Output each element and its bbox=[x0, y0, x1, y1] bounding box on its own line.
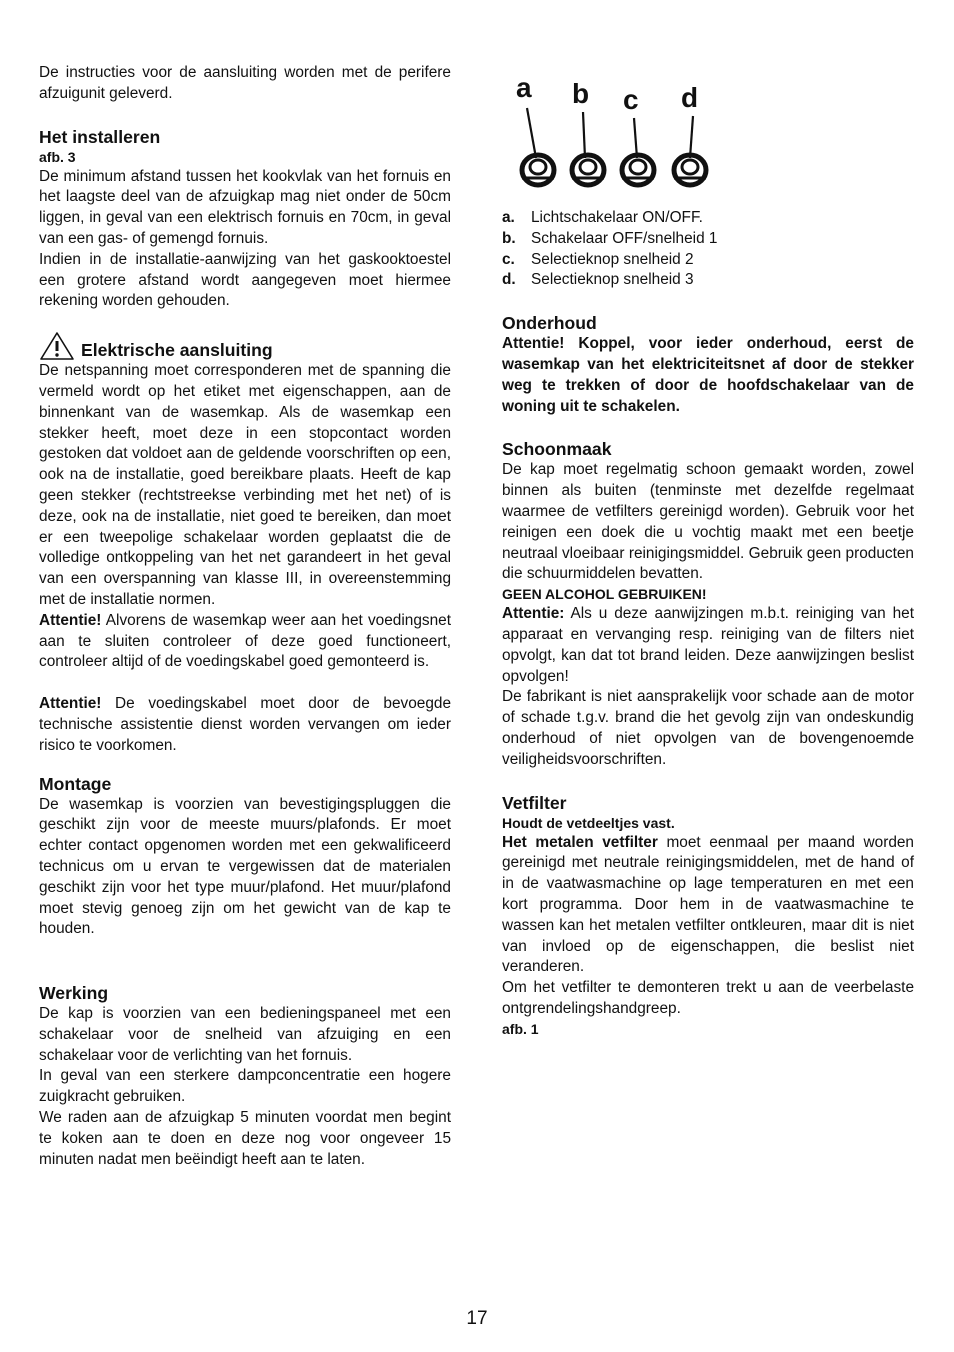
paragraph bbox=[502, 833, 914, 979]
warning-text: GEEN ALCOHOL GEBRUIKEN! bbox=[502, 586, 707, 603]
knob-d bbox=[674, 155, 706, 185]
legend-key: d. bbox=[502, 271, 516, 289]
paragraph: De minimum afstand tussen het kookvlak van het fornuis en het laagste deel van de afzuigkap mag niet onder de 50cm liggen, in geval van een elektrisch fornuis en 70cm, in geval van een gas- of gemengd fornuis. bbox=[39, 167, 451, 247]
right-column bbox=[502, 70, 914, 1039]
legend-item bbox=[502, 250, 914, 271]
section-title: Werking bbox=[39, 983, 109, 1004]
section-title: Onderhoud bbox=[502, 313, 597, 334]
section-installeren bbox=[39, 126, 451, 313]
section-subtitle: Houdt de vetdeeltjes vast. bbox=[502, 814, 675, 831]
legend-item bbox=[502, 270, 914, 291]
knob-pointer-d bbox=[690, 116, 693, 158]
section-onderhoud bbox=[502, 312, 914, 417]
section-header bbox=[39, 331, 451, 361]
paragraph: In geval van een sterkere dampconcentratie een hogere zuigkracht gebruiken. bbox=[39, 1067, 451, 1106]
section-elektrisch bbox=[39, 331, 451, 756]
knob-label-c: c bbox=[623, 84, 639, 115]
section-title: Elektrische aansluiting bbox=[81, 340, 273, 361]
figure-ref: afb. 3 bbox=[39, 148, 76, 165]
warning-icon bbox=[39, 331, 75, 361]
knob-label-b: b bbox=[572, 78, 590, 109]
paragraph: Indien in de installatie-aanwijzing van het gaskooktoestel een grotere afstand wordt aangegeven moet hiermee rekening worden gehouden. bbox=[39, 250, 451, 310]
control-knobs-figure bbox=[510, 70, 720, 194]
attention-label: Attentie: bbox=[502, 605, 565, 623]
attention-text: De voedingskabel moet door de bevoegde technische assistentie dienst worden vervangen om ieder risico te voorkomen. bbox=[39, 695, 451, 754]
section-werking bbox=[39, 982, 451, 1170]
page-number: 17 bbox=[466, 1308, 488, 1329]
paragraph: De fabrikant is niet aansprakelijk voor schade aan de motor of schade t.g.v. brand die het gevolg zijn van ondeskundig onderhoud of niet opvolgen van de bovengenoemde veiligheidsvoorschriften. bbox=[502, 688, 914, 768]
section-title: Vetfilter bbox=[502, 792, 567, 813]
legend-text: Schakelaar OFF/snelheid 1 bbox=[531, 229, 718, 247]
section-schoonmaak bbox=[502, 438, 914, 770]
attention-paragraph bbox=[39, 611, 451, 673]
legend-key: b. bbox=[502, 229, 516, 247]
section-montage bbox=[39, 773, 451, 941]
section-title: Schoonmaak bbox=[502, 439, 612, 460]
knob-pointer-c bbox=[634, 118, 637, 158]
legend-item bbox=[502, 229, 914, 250]
paragraph: De wasemkap is voorzien van bevestigingspluggen die geschikt zijn voor de meeste muurs/plafonds. Er moet echter contact opgenomen worden met een gekwalificeerd technicus om u ervan te vergewissen dat de materialen geschikt zijn voor het type muur/plafond. Het muur/plafond moet stevig genoeg zijn om het gewicht van de kap te houden. bbox=[39, 795, 451, 938]
legend-key: a. bbox=[502, 209, 515, 226]
section-vetfilter bbox=[502, 792, 914, 1039]
left-column bbox=[39, 63, 451, 1170]
knob-pointer-a bbox=[527, 108, 536, 158]
legend-text: Selectieknop snelheid 2 bbox=[531, 250, 694, 268]
paragraph: De kap moet regelmatig schoon gemaakt worden, zowel binnen als buiten (tenminste met dezelfde regelmaat waarmee de vetfilters gereinigd worden). Gebruik voor het reinigen een doek die u vochtig maakt met een beetje neutraal vloeibaar reinigingsmiddel. Gebruik geen producten die schuurmiddelen bevatten. bbox=[502, 461, 914, 583]
attention-label: Attentie! bbox=[39, 695, 102, 713]
knob-c bbox=[622, 155, 654, 185]
section-title: Montage bbox=[39, 773, 112, 794]
paragraph: We raden aan de afzuigkap 5 minuten voordat men begint te koken aan te doen en deze nog voor ongeveer 15 minuten nadat men beëindigt heeft aan te laten. bbox=[39, 1109, 451, 1168]
legend-item bbox=[502, 208, 914, 229]
paragraph: De kap is voorzien van een bedieningspaneel met een schakelaar voor de snelheid van afzuiging en een schakelaar voor de verlichting van het fornuis. bbox=[39, 1005, 451, 1064]
attention-text: Als u deze aanwijzingen m.b.t. reiniging van het apparaat en vervanging resp. reiniging van de filters niet opvolgt, kan dat tot brand leiden. Deze aanwijzingen beslist opvolgen! bbox=[502, 605, 914, 685]
paragraph: De netspanning moet corresponderen met de spanning die vermeld wordt op het etiket met eigenschappen, aan de binnenkant van de wasemkap. Als de wasemkap een stekker heeft, moet deze in een stopcontact worden gestoken dat voldoet aan de geldende voorschriften op een, ook na de installatie, goed bereikbare plaats. Heeft de kap geen stekker (rechtstreekse verbinding met het net) of is deze, ook na de installatie, niet goed te bereiken, dan moet er een tweepolige schakelaar worden geplaatst die de volledige ontkoppeling van het net garandeert in het geval van een overspanning van klasse III, in overeenstemming met de installatie normen. bbox=[39, 362, 451, 608]
knob-b bbox=[572, 155, 604, 185]
paragraph-text: moet eenmaal per maand worden gereinigd met neutrale reinigingsmiddelen, met de hand of in de vaatwasmachine op lage temperaturen en met een kort programma. Door hem in de vaatwasmachine te wassen kan het metalen vetfilter ontkleuren, maar dit is niet van invloed op de eigenschappen, die beslist niet veranderen. bbox=[502, 833, 914, 976]
attention-label: Attentie! bbox=[39, 611, 102, 629]
attention-paragraph bbox=[39, 694, 451, 756]
knob-legend bbox=[502, 208, 914, 291]
intro-text: De instructies voor de aansluiting worden met de perifere afzuigunit geleverd. bbox=[39, 64, 451, 102]
figure-ref: afb. 1 bbox=[502, 1020, 539, 1037]
knob-pointer-b bbox=[583, 112, 585, 158]
bold-lead: Het metalen vetfilter bbox=[502, 833, 658, 851]
knob-a bbox=[522, 155, 554, 185]
legend-key: c. bbox=[502, 250, 515, 268]
section-title: Het installeren bbox=[39, 126, 161, 147]
knob-label-a: a bbox=[516, 72, 532, 103]
paragraph: Om het vetfilter te demonteren trekt u aan de veerbelaste ontgrendelingshandgreep. bbox=[502, 979, 914, 1017]
legend-text: Selectieknop snelheid 3 bbox=[531, 271, 694, 289]
knob-label-d: d bbox=[681, 82, 699, 113]
legend-text: Lichtschakelaar ON/OFF. bbox=[531, 209, 703, 226]
attention-paragraph bbox=[502, 604, 914, 687]
attention-paragraph: Attentie! Koppel, voor ieder onderhoud, eerst de wasemkap van het elektriciteitsnet af door de stekker weg te trekken of door de hoofdschakelaar van de woning uit te schakelen. bbox=[502, 335, 914, 415]
attention-text: Alvorens de wasemkap weer aan het voedingsnet aan te sluiten controleer of deze goed functioneert, controleer altijd of de voedingskabel goed gemonteerd is. bbox=[39, 611, 451, 671]
